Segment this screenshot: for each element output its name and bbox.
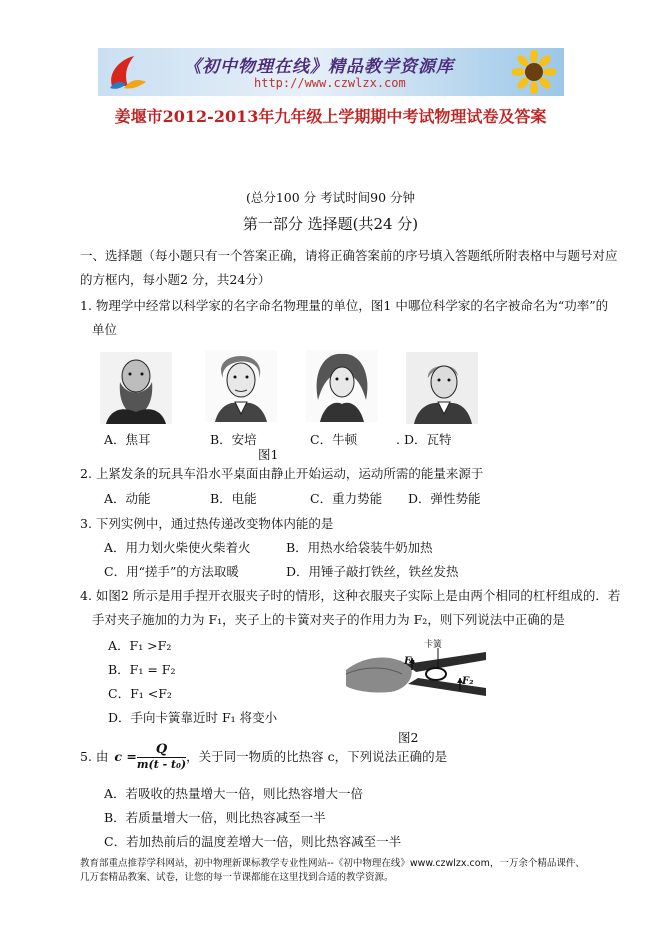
document-title: 姜堰市2012-2013年九年级上学期期中考试物理试卷及答案 <box>114 107 547 126</box>
q1-option-a: A．焦耳 <box>104 432 151 447</box>
formula-numerator: Q <box>137 743 186 758</box>
q2-option-d: D．弹性势能 <box>408 491 481 506</box>
portrait-joule-image <box>100 352 172 424</box>
exam-info: (总分100 分 考试时间90 分钟 <box>245 190 416 205</box>
figure-2-label-spring: 卡簧 <box>424 640 443 650</box>
banner-url: http://www.czwlzx.com <box>254 76 406 90</box>
q5-prefix: 5. 由 <box>80 749 109 764</box>
q1-stem-line-1: 1. 物理学中经常以科学家的名字命名物理量的单位，图1 中哪位科学家的名字被命名为“功率”的 <box>80 298 609 313</box>
page-footer <box>80 857 600 885</box>
q3-option-c: C．用“搓手”的方法取暖 <box>104 564 239 579</box>
q2-option-b: B．电能 <box>210 491 257 506</box>
q4-stem-line-1: 4. 如图2 所示是用手捏开衣服夹子时的情形，这种衣服夹子实际上是由两个相同的杠杆组成的．若 <box>80 588 621 603</box>
q4-option-a: A．F₁ >F₂ <box>108 638 172 653</box>
q3-option-b: B．用热水给袋装牛奶加热 <box>286 540 433 555</box>
figure-1-caption: 图1 <box>258 447 279 462</box>
banner-title: 《初中物理在线》精品教学资源库 <box>184 57 454 77</box>
footer-line-1: 教育部重点推荐学科网站，初中物理新课标教学专业性网站--《初中物理在线》www.czwlzx.com，一万余个精品课件、 <box>80 858 585 869</box>
figure-2-caption: 图2 <box>398 730 419 745</box>
instructions-line-2: 的方框内，每小题2 分，共24分） <box>80 272 271 287</box>
q5-option-c: C．若加热前后的温度差增大一倍，则比热容减至一半 <box>104 834 402 849</box>
formula-denominator: m(t - t₀) <box>136 757 187 771</box>
portrait-newton-image <box>306 350 378 422</box>
q4-option-c: C．F₁ <F₂ <box>108 686 172 701</box>
q4-stem-line-2: 手对夹子施加的力为 F₁，夹子上的卡簧对夹子的作用力为 F₂，则下列说法中正确的是 <box>92 612 565 627</box>
q5-suffix: ，关于同一物质的比热容 c，下列说法正确的是 <box>186 749 448 764</box>
sunflower-icon <box>512 50 556 94</box>
instructions-line-1: 一、选择题（每小题只有一个答案正确，请将正确答案前的序号填入答题纸所附表格中与题号对应 <box>80 248 618 263</box>
q5-option-b: B．若质量增大一倍，则比热容减至一半 <box>104 810 326 825</box>
q3-stem: 3. 下列实例中，通过热传递改变物体内能的是 <box>80 516 334 531</box>
site-logo-icon <box>104 52 148 92</box>
q4-option-b: B．F₁ = F₂ <box>108 662 176 677</box>
q1-option-c: C．牛顿 <box>310 432 358 447</box>
q2-option-a: A．动能 <box>104 491 151 506</box>
q1-stem-line-2: 单位 <box>92 322 118 337</box>
figure-2-label-f1: F₁ <box>404 656 416 667</box>
q1-option-d: . D．瓦特 <box>396 432 452 447</box>
figure-2-label-f2: F₂ <box>462 676 474 687</box>
q3-option-d: D．用锤子敲打铁丝，铁丝发热 <box>286 564 459 579</box>
section-heading: 第一部分 选择题(共24 分) <box>242 215 419 233</box>
q5-option-a: A．若吸收的热量增大一倍，则比热容增大一倍 <box>104 786 364 801</box>
footer-line-2: 几万套精品教案、试卷，让您的每一节课都能在这里找到合适的教学资源。 <box>80 872 394 883</box>
specific-heat-formula <box>137 743 186 772</box>
q5-stem <box>80 740 447 774</box>
portrait-watt-image <box>406 352 478 424</box>
q3-option-a: A．用力划火柴使火柴着火 <box>104 540 251 555</box>
q4-option-d: D．手向卡簧靠近时 F₁ 将变小 <box>108 710 278 725</box>
q2-option-c: C．重力势能 <box>310 491 383 506</box>
q5-formula-lhs: c = <box>114 749 137 764</box>
portrait-ampere-image <box>205 350 277 422</box>
q2-stem: 2. 上紧发条的玩具车沿水平桌面由静止开始运动，运动所需的能量来源于 <box>80 466 484 481</box>
header-banner <box>98 48 564 96</box>
q1-option-b: B．安培 <box>210 432 257 447</box>
